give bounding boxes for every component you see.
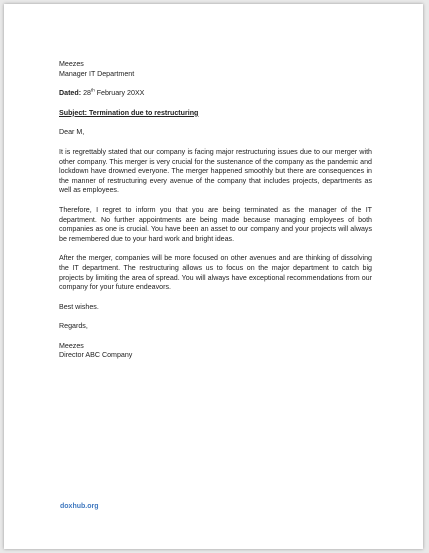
sender-name: Meezes — [59, 60, 84, 68]
signer-name: Meezes — [59, 341, 84, 350]
regards: Regards, — [59, 322, 88, 331]
letter-body — [59, 60, 372, 361]
closing: Best wishes. — [59, 302, 99, 311]
subject-line: Subject: Termination due to restructuring — [59, 108, 199, 117]
paragraph-1: It is regrettably stated that our company is facing major restructuring issues due to our merger with other company. This merger is very crucial for the sustenance of the company as the pandemic and lockdown have drowned everyone. The merger happened smoothly but there are consequences in the manner of restructuring every avenue of the company that includes projects, departments as well as employees. — [59, 147, 372, 195]
salutation: Dear M, — [59, 128, 85, 137]
dated-rest: February 20XX — [96, 89, 145, 98]
footer-link[interactable]: doxhub.org — [60, 503, 99, 510]
signer-title: Director ABC Company — [59, 351, 133, 360]
sender-title: Manager IT Department — [59, 69, 135, 78]
dated-day-suffix: th — [90, 87, 95, 93]
dated-label: Dated: — [59, 89, 82, 98]
dated-line — [59, 89, 372, 99]
letter-page — [4, 4, 423, 549]
dated-day: 28 — [83, 89, 91, 98]
paragraph-2: Therefore, I regret to inform you that you are being terminated as the manager of the IT department. No further appointments are being made because managing employees of both companies as one is crucial. You have been an asset to our company and your projects will always be remembered due to your hard work and bright ideas. — [59, 205, 372, 243]
paragraph-3: After the merger, companies will be more focused on other avenues and are thinking of dissolving the IT department. The restructuring allows us to focus on the major department to catch big projects by limiting the area of spread. You will always have exceptional recommendations from our company for your future endeavors. — [59, 254, 372, 292]
